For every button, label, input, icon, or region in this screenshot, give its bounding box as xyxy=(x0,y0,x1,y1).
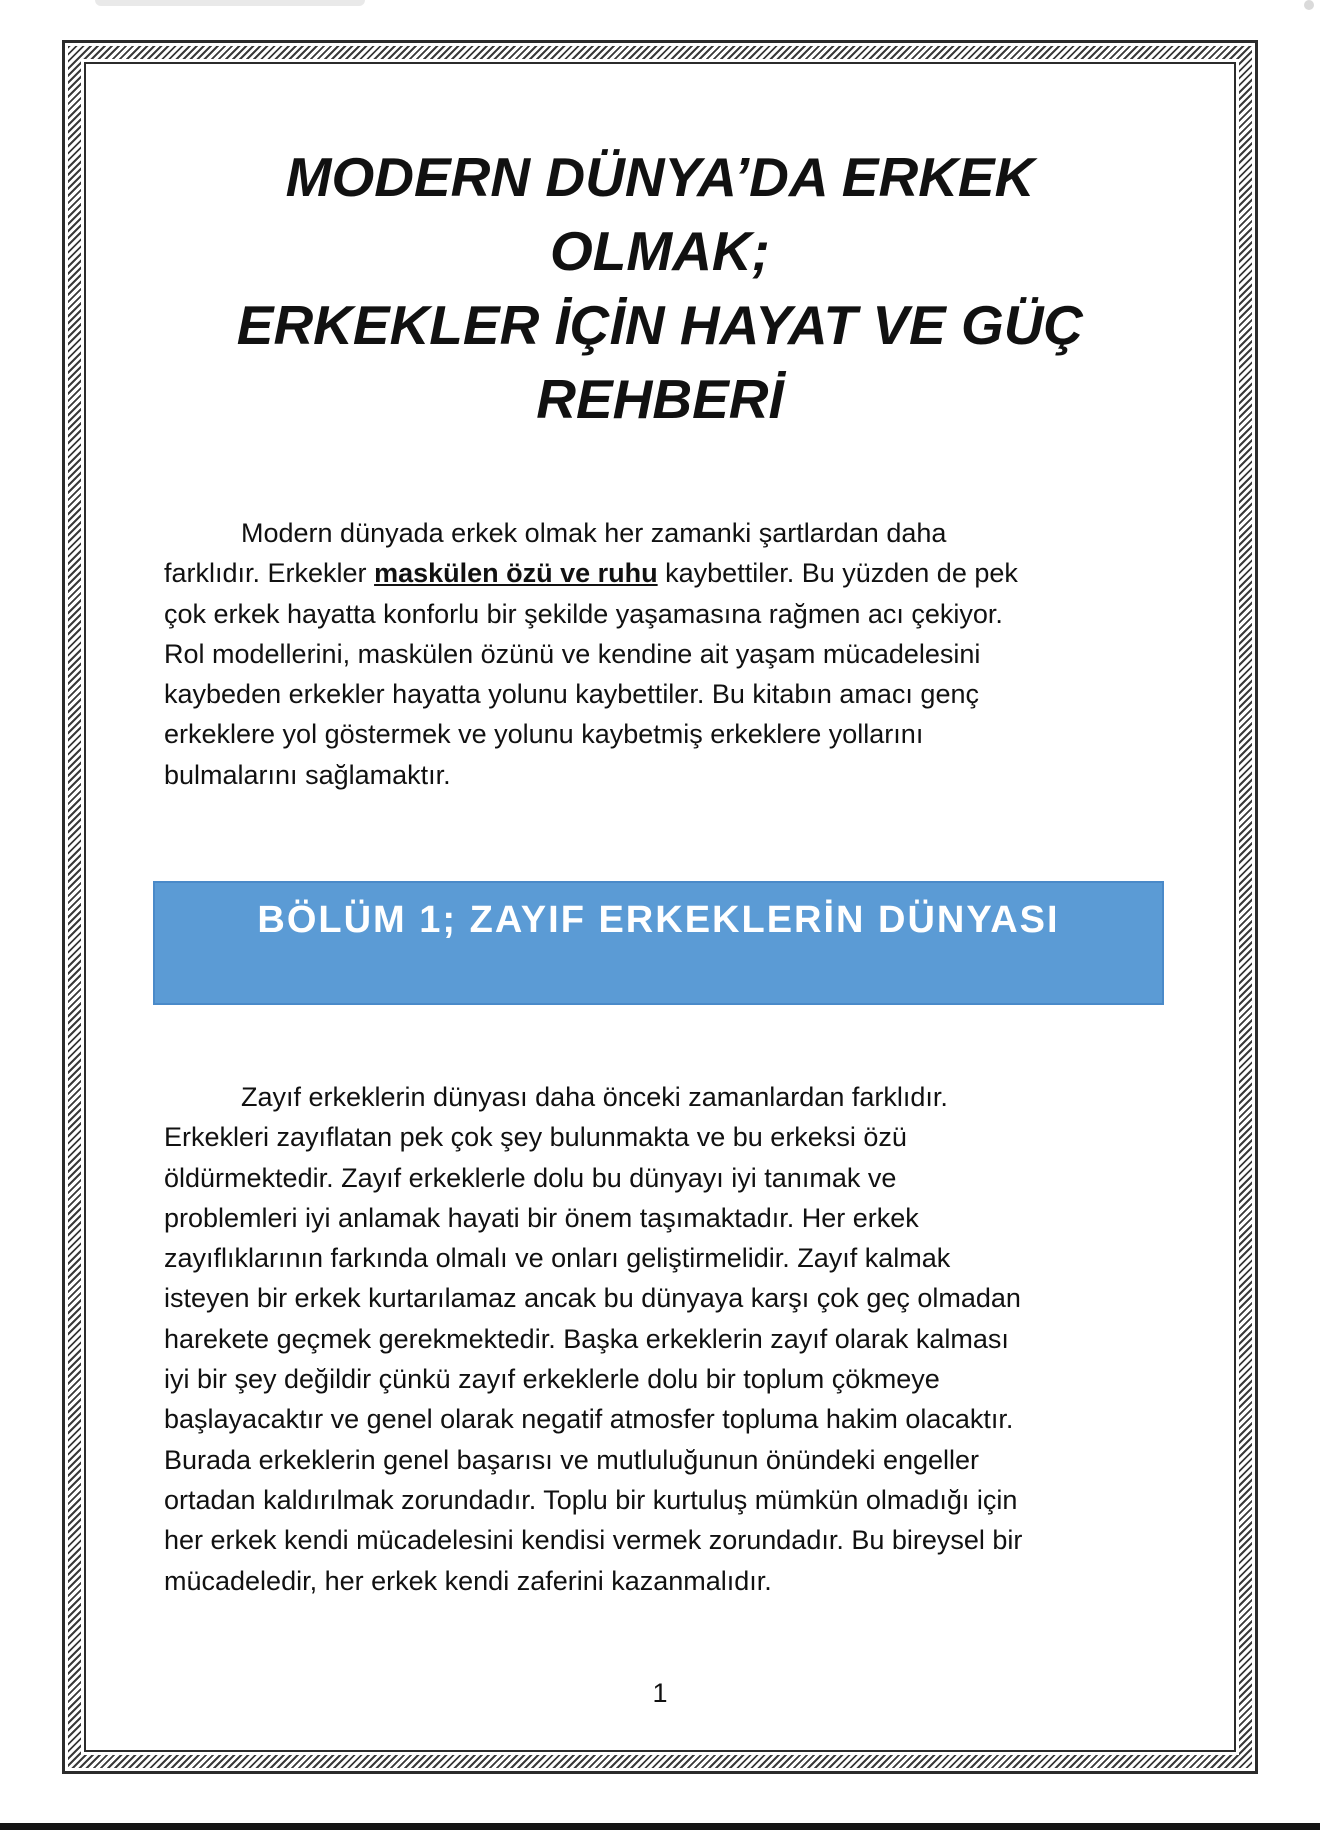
text-line: kaybeden erkekler hayatta yolunu kaybettiler. Bu kitabın amacı genç xyxy=(164,679,979,710)
title-line: ERKEKLER İÇİN HAYAT VE GÜÇ xyxy=(236,294,1084,356)
text-line: Zayıf erkeklerin dünyası daha önceki zamanlardan farklıdır. xyxy=(241,1082,948,1112)
top-scroll-indicator xyxy=(95,0,365,6)
chapter-body-paragraph xyxy=(164,1077,1164,1601)
text-line: başlayacaktır ve genel olarak negatif atmosfer topluma hakim olacaktır. xyxy=(164,1404,1014,1435)
text-line: harekete geçmek gerekmektedir. Başka erkeklerin zayıf olarak kalması xyxy=(164,1323,1009,1354)
chapter-heading-box xyxy=(153,881,1164,1005)
text-line: iyi bir şey değildir çünkü zayıf erkeklerle dolu bir toplum çökmeye xyxy=(164,1364,940,1395)
intro-paragraph xyxy=(164,513,1164,795)
text-line: öldürmektedir. Zayıf erkeklerle dolu bu dünyayı iyi tanımak ve xyxy=(164,1162,897,1193)
text-line: Burada erkeklerin genel başarısı ve mutluluğunun önündeki engeller xyxy=(164,1444,980,1475)
text-line: problemleri iyi anlamak hayati bir önem taşımaktadır. Her erkek xyxy=(164,1202,919,1233)
document-title xyxy=(150,140,1170,436)
text-line: bulmalarını sağlamaktır. xyxy=(164,759,451,790)
text-line: mücadeledir, her erkek kendi zaferini kazanmalıdır. xyxy=(164,1565,772,1596)
text-line: isteyen bir erkek kurtarılamaz ancak bu dünyaya karşı çok geç olmadan xyxy=(164,1283,1021,1314)
text-line: ortadan kaldırılmak zorundadır. Toplu bir kurtuluş mümkün olmadığı için xyxy=(164,1484,1018,1515)
text-segment: kaybettiler. Bu yüzden de pek xyxy=(657,558,1018,589)
page-number: 1 xyxy=(652,1678,668,1708)
text-line: erkeklere yol göstermek ve yolunu kaybetmiş erkeklere yollarını xyxy=(164,719,924,750)
text-line: çok erkek hayatta konforlu bir şekilde yaşamasına rağmen acı çekiyor. xyxy=(164,598,1003,629)
text-line: Erkekleri zayıflatan pek çok şey bulunmakta ve bu erkeksi özü xyxy=(164,1122,907,1153)
text-line: her erkek kendi mücadelesini kendisi vermek zorundadır. Bu bireysel bir xyxy=(164,1525,1023,1556)
text-line: Modern dünyada erkek olmak her zamanki şartlardan daha xyxy=(241,518,947,548)
emphasis-text: maskülen özü ve ruhu xyxy=(374,558,658,589)
text-line: Rol modellerini, maskülen özünü ve kendine ait yaşam mücadelesini xyxy=(164,638,981,669)
chapter-heading: BÖLÜM 1; ZAYIF ERKEKLERİN DÜNYASI xyxy=(257,899,1060,941)
title-line: OLMAK; xyxy=(550,220,770,282)
text-line: zayıflıklarının farkında olmalı ve onları geliştirmelidir. Zayıf kalmak xyxy=(164,1243,951,1274)
title-line: MODERN DÜNYA’DA ERKEK xyxy=(285,146,1035,208)
corner-dot xyxy=(1304,0,1314,10)
title-line: REHBERİ xyxy=(536,368,784,430)
text-segment: farklıdır. Erkekler xyxy=(164,558,375,589)
bottom-edge-bar xyxy=(0,1823,1320,1830)
text-line xyxy=(164,553,1164,593)
